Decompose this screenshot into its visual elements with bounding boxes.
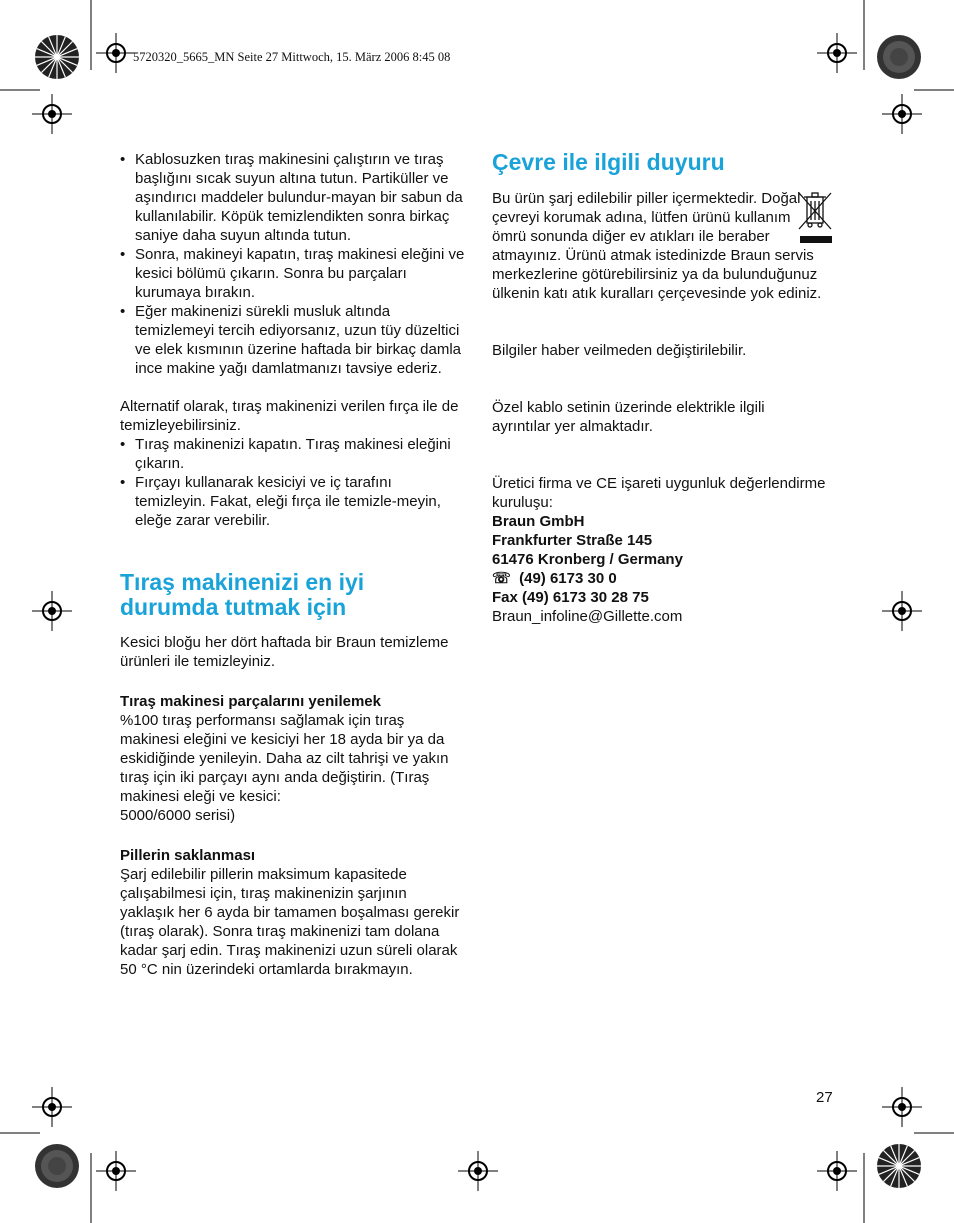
right-column [492,150,827,626]
registration-target-icon [882,94,922,134]
registration-target-icon [32,591,72,631]
company-city: 61476 Kronberg / Germany [492,551,683,568]
list-item: • Sonra, makineyi kapatın, tıraş makinesi eleğini ve kesici bölümü çıkarın. Sonra bu parçaları kurumaya bırakın. [120,245,465,302]
cleaning-steps-list [120,150,465,378]
company-phone [492,569,827,588]
section-heading-maintenance: Tıraş makinenizi en iyi durumda tutmak için [120,569,365,620]
registration-target-icon [458,1151,498,1191]
cable-notice: Özel kablo setinin üzerinde elektrikle ilgili ayrıntılar yer almaktadır. [492,399,765,435]
registration-target-icon [882,1087,922,1127]
manufacturer-intro: Üretici firma ve CE işareti uygunluk değerlendirme kuruluşu: [492,475,826,511]
environment-text: Bu ürün şarj edilebilir piller içermektedir. Doğal çevreyi korumak adına, lütfen ürünü kullanım ömrü sonunda diğer ev atıkları ile beraber atmayınız. Ürünü atmak istedinizde Braun servis merkezlerine götürebilirsiniz ya da bulunduğunuz ülkenin katı atık kuralları çerçevesinde yok ediniz. [492,190,822,302]
phone-number: (49) 6173 30 0 [519,570,617,587]
brush-steps-list [120,435,465,530]
page-number: 27 [816,1089,833,1106]
section-heading-environment: Çevre ile ilgili duyuru [492,149,725,175]
brush-intro: Alternatif olarak, tıraş makinenizi verilen fırça ile de temizleyebilirsiniz. [120,398,459,434]
crossed-out-bin-icon [796,191,834,247]
registration-target-icon [96,1151,136,1191]
gray-dot-mark-icon [875,33,923,81]
registration-target-icon [817,1151,857,1191]
battery-heading: Pillerin saklanması [120,847,256,864]
registration-target-icon [32,94,72,134]
change-notice: Bilgiler haber veilmeden değiştirilebilir. [492,342,747,359]
registration-target-icon [96,33,136,73]
starburst-mark-icon [33,33,81,81]
company-name: Braun GmbH [492,513,585,530]
parts-text: %100 tıraş performansı sağlamak için tıraş makinesi eleğini ve kesiciyi her 18 ayda bir ya da eskidiğinde yenileyin. Daha az cilt tahrişi ve yakın tıraş için iki parçayı aynı anda değiştirin. (Tıraş makinesi eleği ve kesici: [120,712,449,805]
company-email[interactable]: Braun_infoline@Gillette.com [492,608,683,625]
gray-dot-mark-icon [33,1142,81,1190]
starburst-mark-icon [875,1142,923,1190]
list-item: • Fırçayı kullanarak kesiciyi ve iç tarafını temizleyin. Fakat, eleği fırça ile temizle-meyin, eleğe zarar verebilir. [120,473,465,530]
maintenance-text: Kesici bloğu her dört haftada bir Braun temizleme ürünleri ile temizleyiniz. [120,634,449,670]
parts-heading: Tıraş makinesi parçalarını yenilemek [120,693,381,710]
phone-icon: ☏ [492,570,511,587]
company-fax: Fax (49) 6173 30 28 75 [492,589,649,606]
company-street: Frankfurter Straße 145 [492,532,653,549]
list-item: • Tıraş makinenizi kapatın. Tıraş makinesi eleğini çıkarın. [120,435,465,473]
registration-target-icon [882,591,922,631]
list-item: • Eğer makinenizi sürekli musluk altında temizlemeyi tercih ediyorsanız, uzun tüy düzeltici ve elek kısmının üzerine haftada bir birkaç damla ince makine yağı damlatmanızı tavsiye ederiz. [120,302,465,378]
battery-text: Şarj edilebilir pillerin maksimum kapasitede çalışabilmesi için, tıraş makinenizin şarjının yaklaşık her 6 ayda bir tamamen boşalması gerekir (tıraş olarak). Sonra tıraş makinenizi tam dolana kadar şarj edin. Tıraş makinenizi uzun süreli olarak 50 °C nin üzerindeki ortamlarda bırakmayın. [120,866,460,978]
print-slug: 5720320_5665_MN Seite 27 Mittwoch, 15. März 2006 8:45 08 [133,50,451,64]
list-item: • Kablosuzken tıraş makinesini çalıştırın ve tıraş başlığını sıcak suyun altına tutun. Partiküller ve aşındırıcı maddeler bulundur-mayan bir sabun da kullanılabilir. Köpük temizlendikten sonra birkaç saniye daha suyun altında tutun. [120,150,465,245]
parts-series: 5000/6000 serisi) [120,807,236,824]
left-column [120,150,465,979]
registration-target-icon [817,33,857,73]
registration-target-icon [32,1087,72,1127]
